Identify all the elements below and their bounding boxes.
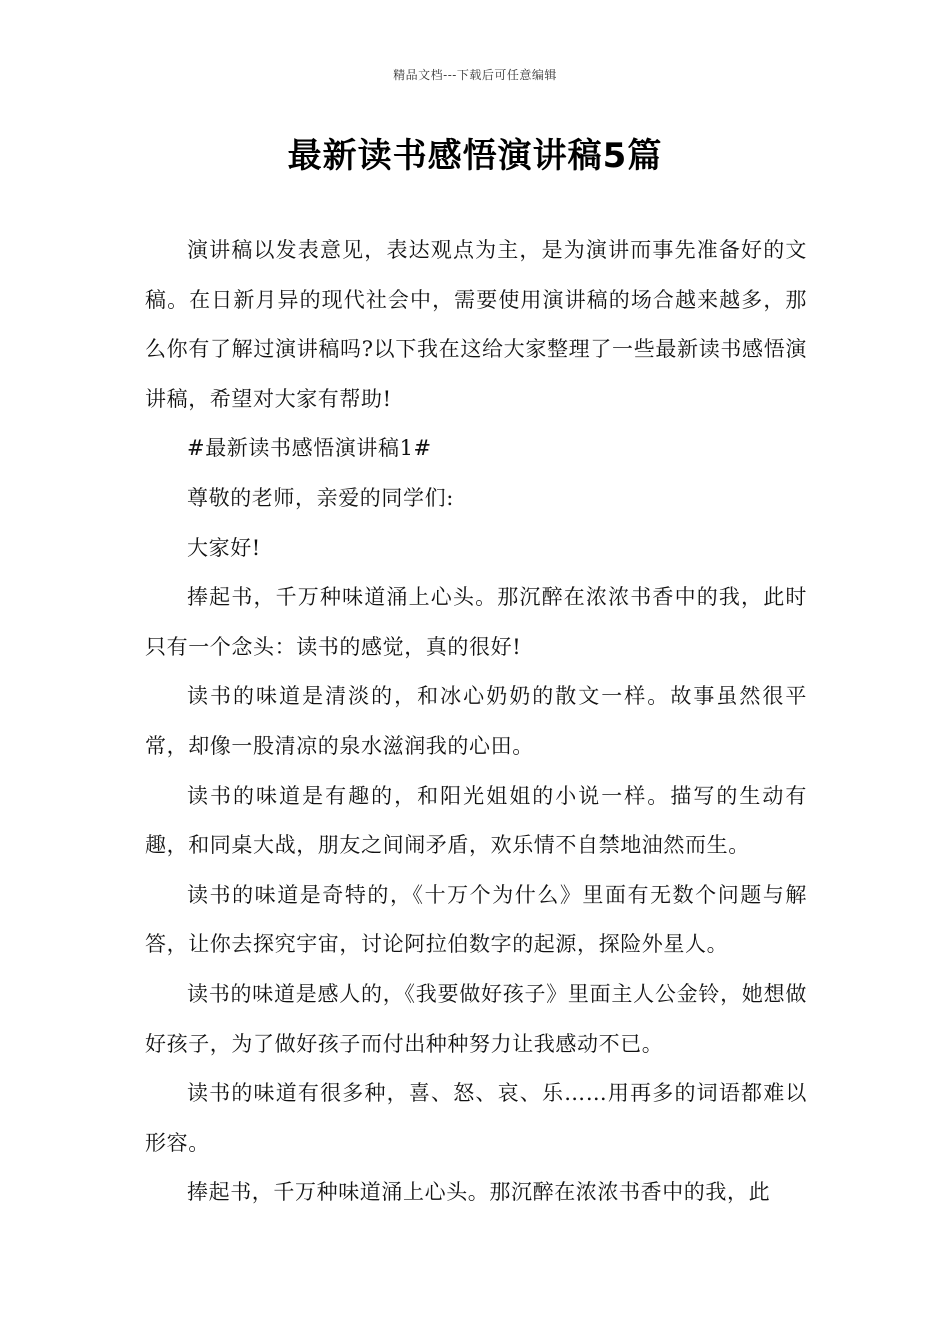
section-heading: #最新读书感悟演讲稿1# — [187, 436, 432, 461]
paragraph: 读书的味道是有趣的，和阳光姐姐的小说一样。描写的生动有趣，和同桌大战，朋友之间闹矛盾，欢乐情不自禁地油然而生。 — [145, 783, 807, 858]
document-body — [145, 226, 807, 1218]
paragraph: 读书的味道是感人的，《我要做好孩子》里面主人公金铃，她想做好孩子，为了做好孩子而付出种种努力让我感动不已。 — [145, 981, 807, 1056]
header-note: 精品文档---下载后可任意编辑 — [393, 68, 557, 82]
paragraph: 读书的味道是清淡的，和冰心奶奶的散文一样。故事虽然很平常，却像一股清凉的泉水滋润我的心田。 — [145, 684, 807, 758]
paragraph: 捧起书，千万种味道涌上心头。那沉醉在浓浓书香中的我，此 — [187, 1180, 771, 1205]
paragraph: 读书的味道是奇特的，《十万个为什么》里面有无数个问题与解答，让你去探究宇宙，讨论阿拉伯数字的起源，探险外星人。 — [145, 882, 807, 957]
paragraph: 读书的味道有很多种，喜、怒、哀、乐……用再多的词语都难以形容。 — [145, 1081, 807, 1155]
paragraph-salutation: 尊敬的老师，亲爱的同学们: — [187, 485, 454, 510]
paragraph-intro: 演讲稿以发表意见，表达观点为主，是为演讲而事先准备好的文稿。在日新月异的现代社会中，需要使用演讲稿的场合越来越多，那么你有了解过演讲稿吗?以下我在这给大家整理了一些最新读书感悟演讲稿，希望对大家有帮助! — [145, 238, 807, 411]
document-title: 最新读书感悟演讲稿5篇 — [287, 136, 663, 176]
paragraph: 捧起书，千万种味道涌上心头。那沉醉在浓浓书香中的我，此时只有一个念头：读书的感觉，真的很好! — [145, 585, 807, 659]
paragraph-greeting: 大家好! — [187, 535, 261, 560]
